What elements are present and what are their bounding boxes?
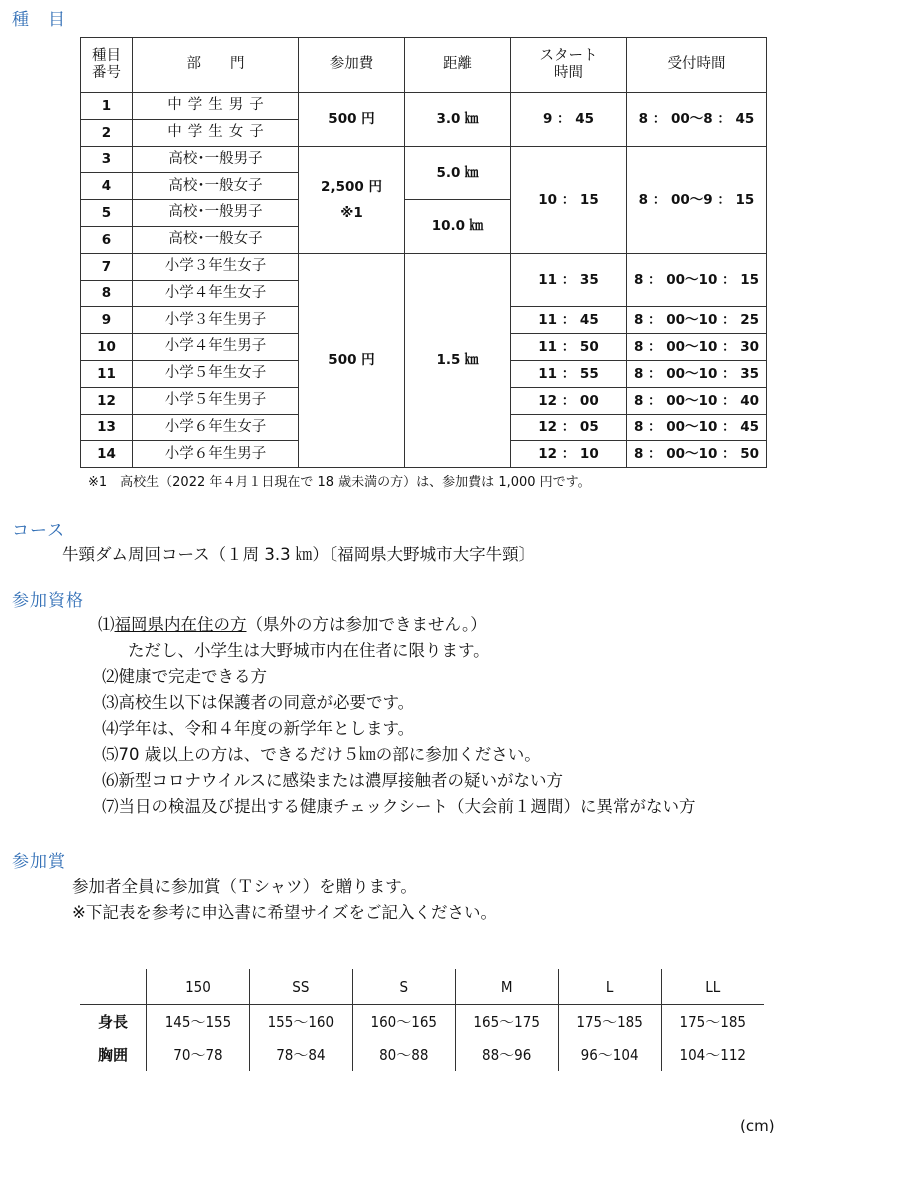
event-fee: 2,500 円 ※1 [299, 146, 405, 253]
header-distance: 距離 [405, 38, 511, 93]
chest-value: 96～104 [558, 1038, 661, 1071]
event-start-time: 10 ： 15 [511, 146, 627, 253]
size-label: 150 [147, 969, 250, 1005]
eligibility-item-1-continued: ただし、小学生は大野城市内在住者に限ります。 [128, 641, 490, 660]
header-reception-time: 受付時間 [627, 38, 767, 93]
event-distance: 1.5 ㎞ [405, 253, 511, 467]
event-number: 2 [81, 119, 133, 146]
event-number: 4 [81, 173, 133, 200]
height-value: 155～160 [249, 1005, 352, 1039]
events-heading: 種 目 [12, 10, 66, 30]
event-start-time: 9 ： 45 [511, 93, 627, 147]
event-number: 5 [81, 200, 133, 227]
event-division: 小学５年生女子 [133, 360, 299, 387]
height-label: 身長 [97, 1013, 128, 1031]
event-division: 小学３年生女子 [133, 253, 299, 280]
size-corner [80, 969, 147, 1005]
height-value: 160～165 [352, 1005, 455, 1039]
award-heading: 参加賞 [12, 852, 66, 872]
event-fee: 500 円 [299, 253, 405, 467]
event-distance: 10.0 ㎞ [405, 200, 511, 254]
chest-value: 88～96 [455, 1038, 558, 1071]
chest-value: 80～88 [352, 1038, 455, 1071]
size-label: LL [661, 969, 764, 1005]
fee-footnote: ※1 高校生（2022 年４月１日現在で 18 歳未満の方）は、参加費は 1,000 円です。 [88, 475, 591, 490]
event-distance: 3.0 ㎞ [405, 93, 511, 147]
event-start-time: 12 ： 10 [511, 441, 627, 468]
height-row [80, 1005, 764, 1039]
event-division: 小学４年生女子 [133, 280, 299, 307]
header-event-number: 種目 番号 [81, 38, 133, 93]
event-division: 高校･一般男子 [133, 200, 299, 227]
event-division: 小学６年生男子 [133, 441, 299, 468]
event-reception-time: 8 ： 00～10 ： 25 [627, 307, 767, 334]
event-division: 高校･一般男子 [133, 146, 299, 173]
event-number: 10 [81, 334, 133, 361]
chest-value: 104～112 [661, 1038, 764, 1071]
eligibility-item-5: ⑸70 歳以上の方は、できるだけ５㎞の部に参加ください。 [102, 745, 541, 764]
size-label: S [352, 969, 455, 1005]
event-number: 7 [81, 253, 133, 280]
event-number: 1 [81, 93, 133, 120]
chest-label: 胸囲 [97, 1046, 128, 1064]
header-start-time: スタート 時間 [511, 38, 627, 93]
chest-value: 70～78 [147, 1038, 250, 1071]
height-value: 145～155 [147, 1005, 250, 1039]
size-label: L [558, 969, 661, 1005]
event-number: 14 [81, 441, 133, 468]
event-distance: 5.0 ㎞ [405, 146, 511, 200]
event-reception-time: 8 ： 00～10 ： 30 [627, 334, 767, 361]
event-reception-time: 8 ： 00～9 ： 15 [627, 146, 767, 253]
eligibility-heading: 参加資格 [12, 591, 84, 611]
chest-value: 78～84 [249, 1038, 352, 1071]
event-reception-time: 8 ： 00～8 ： 45 [627, 93, 767, 147]
size-label: M [455, 969, 558, 1005]
award-line-2: ※下記表を参考に申込書に希望サイズをご記入ください。 [72, 903, 498, 922]
size-label: SS [249, 969, 352, 1005]
event-division: 高校･一般女子 [133, 226, 299, 253]
event-reception-time: 8 ： 00～10 ： 40 [627, 387, 767, 414]
event-number: 13 [81, 414, 133, 441]
size-unit: (cm) [740, 1117, 775, 1135]
size-header-row [80, 969, 764, 1005]
size-table [80, 969, 764, 1071]
event-number: 6 [81, 226, 133, 253]
eligibility-item-2: ⑵健康で完走できる方 [102, 667, 267, 686]
event-reception-time: 8 ： 00～10 ： 35 [627, 360, 767, 387]
event-reception-time: 8 ： 00～10 ： 45 [627, 414, 767, 441]
event-start-time: 11 ： 35 [511, 253, 627, 307]
eligibility-item-6: ⑹新型コロナウイルスに感染または濃厚接触者の疑いがない方 [102, 771, 564, 790]
table-row [81, 146, 767, 173]
event-number: 8 [81, 280, 133, 307]
table-row [81, 93, 767, 120]
event-start-time: 12 ： 00 [511, 387, 627, 414]
header-fee: 参加費 [299, 38, 405, 93]
event-number: 3 [81, 146, 133, 173]
event-reception-time: 8 ： 00～10 ： 50 [627, 441, 767, 468]
event-start-time: 12 ： 05 [511, 414, 627, 441]
height-value: 175～185 [661, 1005, 764, 1039]
eligibility-item-4: ⑷学年は、令和４年度の新学年とします。 [102, 719, 415, 738]
eligibility-item-7: ⑺当日の検温及び提出する健康チェックシート（大会前１週間）に異常がない方 [102, 797, 696, 816]
header-division: 部 門 [133, 38, 299, 93]
eligibility-item-3: ⑶高校生以下は保護者の同意が必要です。 [102, 693, 415, 712]
event-number: 11 [81, 360, 133, 387]
event-start-time: 11 ： 45 [511, 307, 627, 334]
event-division: 高校･一般女子 [133, 173, 299, 200]
event-division: 中学生男子 [133, 93, 299, 120]
event-start-time: 11 ： 50 [511, 334, 627, 361]
event-start-time: 11 ： 55 [511, 360, 627, 387]
height-value: 175～185 [558, 1005, 661, 1039]
events-table [80, 37, 767, 468]
chest-row [80, 1038, 764, 1071]
event-number: 9 [81, 307, 133, 334]
table-row [81, 253, 767, 280]
course-description: 牛頸ダム周回コース（１周 3.3 ㎞）〔福岡県大野城市大字牛頸〕 [62, 545, 536, 564]
event-reception-time: 8 ： 00～10 ： 15 [627, 253, 767, 307]
eligibility-item-1: ⑴福岡県内在住の方（県外の方は参加できません。） [98, 615, 487, 634]
height-value: 165～175 [455, 1005, 558, 1039]
event-division: 小学３年生男子 [133, 307, 299, 334]
event-division: 小学５年生男子 [133, 387, 299, 414]
award-line-1: 参加者全員に参加賞（Ｔシャツ）を贈ります。 [72, 877, 417, 896]
event-number: 12 [81, 387, 133, 414]
events-header-row [81, 38, 767, 93]
event-division: 小学４年生男子 [133, 334, 299, 361]
event-division: 中学生女子 [133, 119, 299, 146]
course-heading: コース [12, 521, 66, 541]
event-fee: 500 円 [299, 93, 405, 147]
event-division: 小学６年生女子 [133, 414, 299, 441]
